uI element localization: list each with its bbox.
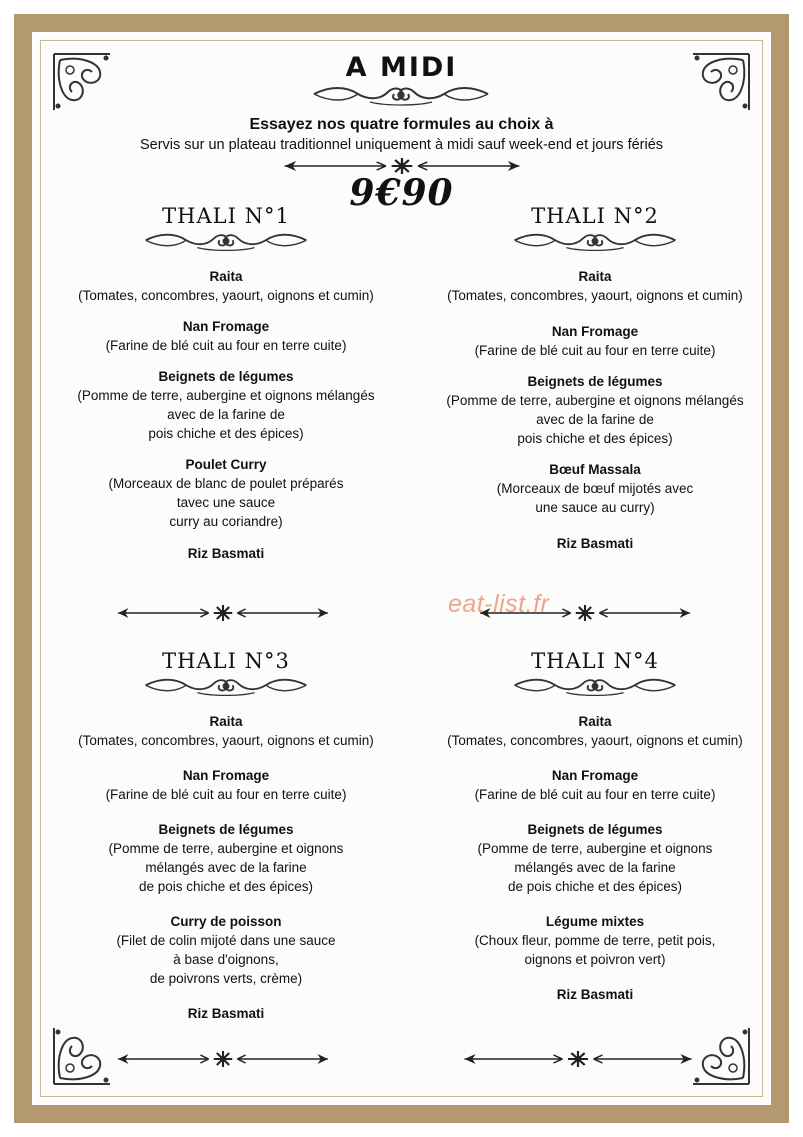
subtitle: Essayez nos quatre formules au choix à — [249, 116, 554, 133]
item-desc: (Farine de blé cuit au four en terre cuite) — [474, 343, 716, 358]
menu-item — [36, 821, 416, 896]
item-name: Raita — [209, 269, 243, 284]
menu-item — [36, 268, 416, 305]
item-desc: (Morceaux de bœuf mijotés avec une sauce au curry) — [496, 481, 694, 515]
menu-item — [36, 713, 416, 750]
item-name: Nan Fromage — [182, 319, 270, 334]
item-desc: (Farine de blé cuit au four en terre cuite) — [474, 787, 716, 802]
item-desc: (Pomme de terre, aubergine et oignons mélangés avec de la farine de pois chiche et des épices) — [108, 841, 344, 894]
thali-title: THALI N°2 — [531, 204, 659, 228]
thali-title: THALI N°4 — [531, 649, 659, 673]
thali-3 — [36, 648, 416, 1023]
flourish-ornament — [504, 231, 686, 255]
thali-2 — [405, 203, 785, 553]
menu-item — [36, 767, 416, 804]
item-desc: (Tomates, concombres, yaourt, oignons et cumin) — [447, 733, 743, 748]
item-desc: (Tomates, concombres, yaourt, oignons et cumin) — [447, 288, 743, 303]
item-name: Raita — [578, 714, 612, 729]
thali-title: THALI N°3 — [162, 649, 290, 673]
menu-item — [405, 535, 785, 553]
item-name: Beignets de légumes — [158, 822, 294, 837]
item-desc: (Morceaux de blanc de poulet préparés tavec une sauce curry au coriandre) — [108, 476, 344, 529]
bottom-divider-left — [114, 1051, 332, 1067]
menu-item — [36, 456, 416, 531]
item-name: Raita — [209, 714, 243, 729]
item-name: Raita — [578, 269, 612, 284]
item-name: Poulet Curry — [185, 457, 267, 472]
menu-item — [36, 1005, 416, 1023]
thali-4 — [405, 648, 785, 1004]
price: 9€90 — [349, 172, 454, 214]
menu-item — [36, 545, 416, 563]
bottom-divider-right — [460, 1051, 696, 1067]
menu-item — [405, 268, 785, 305]
item-name: Beignets de légumes — [527, 822, 663, 837]
thali-1 — [36, 203, 416, 563]
menu-item — [405, 767, 785, 804]
item-desc: (Pomme de terre, aubergine et oignons mélangés avec de la farine de pois chiche et des épices) — [77, 388, 375, 441]
thali-title: THALI N°1 — [162, 204, 290, 228]
item-desc: (Farine de blé cuit au four en terre cuite) — [105, 338, 347, 353]
item-name: Riz Basmati — [556, 536, 634, 551]
menu-item — [405, 713, 785, 750]
item-desc: (Pomme de terre, aubergine et oignons mélangés avec de la farine de pois chiche et des épices) — [446, 393, 744, 446]
corner-ornament-bottom-right — [687, 1022, 753, 1088]
item-desc: (Tomates, concombres, yaourt, oignons et cumin) — [78, 733, 374, 748]
item-name: Riz Basmati — [187, 546, 265, 561]
menu-item — [405, 821, 785, 896]
menu-item — [36, 368, 416, 443]
flourish-ornament — [135, 676, 317, 700]
item-name: Riz Basmati — [556, 987, 634, 1002]
item-name: Bœuf Massala — [549, 462, 641, 477]
item-desc: (Filet de colin mijoté dans une sauce à base d'oignons, de poivrons verts, crème) — [116, 933, 336, 986]
item-name: Riz Basmati — [187, 1006, 265, 1021]
title-flourish — [310, 84, 492, 110]
item-name: Nan Fromage — [182, 768, 270, 783]
flourish-ornament — [504, 676, 686, 700]
menu-item — [405, 913, 785, 969]
menu-item — [405, 373, 785, 448]
item-name: Nan Fromage — [551, 768, 639, 783]
item-name: Curry de poisson — [170, 914, 282, 929]
menu-item — [36, 913, 416, 988]
menu-item — [405, 323, 785, 360]
item-name: Légume mixtes — [545, 914, 645, 929]
page-title: A MIDI — [345, 52, 458, 83]
menu-item — [36, 318, 416, 355]
item-desc: (Choux fleur, pomme de terre, petit pois, oignons et poivron vert) — [474, 933, 716, 967]
watermark: eat-list.fr — [448, 590, 550, 618]
item-name: Beignets de légumes — [158, 369, 294, 384]
flourish-ornament — [135, 231, 317, 255]
section-divider-left — [114, 605, 332, 621]
item-desc: (Farine de blé cuit au four en terre cuite) — [105, 787, 347, 802]
menu-item — [405, 461, 785, 517]
corner-ornament-bottom-left — [50, 1022, 116, 1088]
item-name: Beignets de légumes — [527, 374, 663, 389]
item-desc: (Pomme de terre, aubergine et oignons mélangés avec de la farine de pois chiche et des épices) — [477, 841, 713, 894]
service-note: Servis sur un plateau traditionnel uniquement à midi sauf week-end et jours fériés — [139, 137, 664, 153]
item-desc: (Tomates, concombres, yaourt, oignons et cumin) — [78, 288, 374, 303]
menu-item — [405, 986, 785, 1004]
item-name: Nan Fromage — [551, 324, 639, 339]
